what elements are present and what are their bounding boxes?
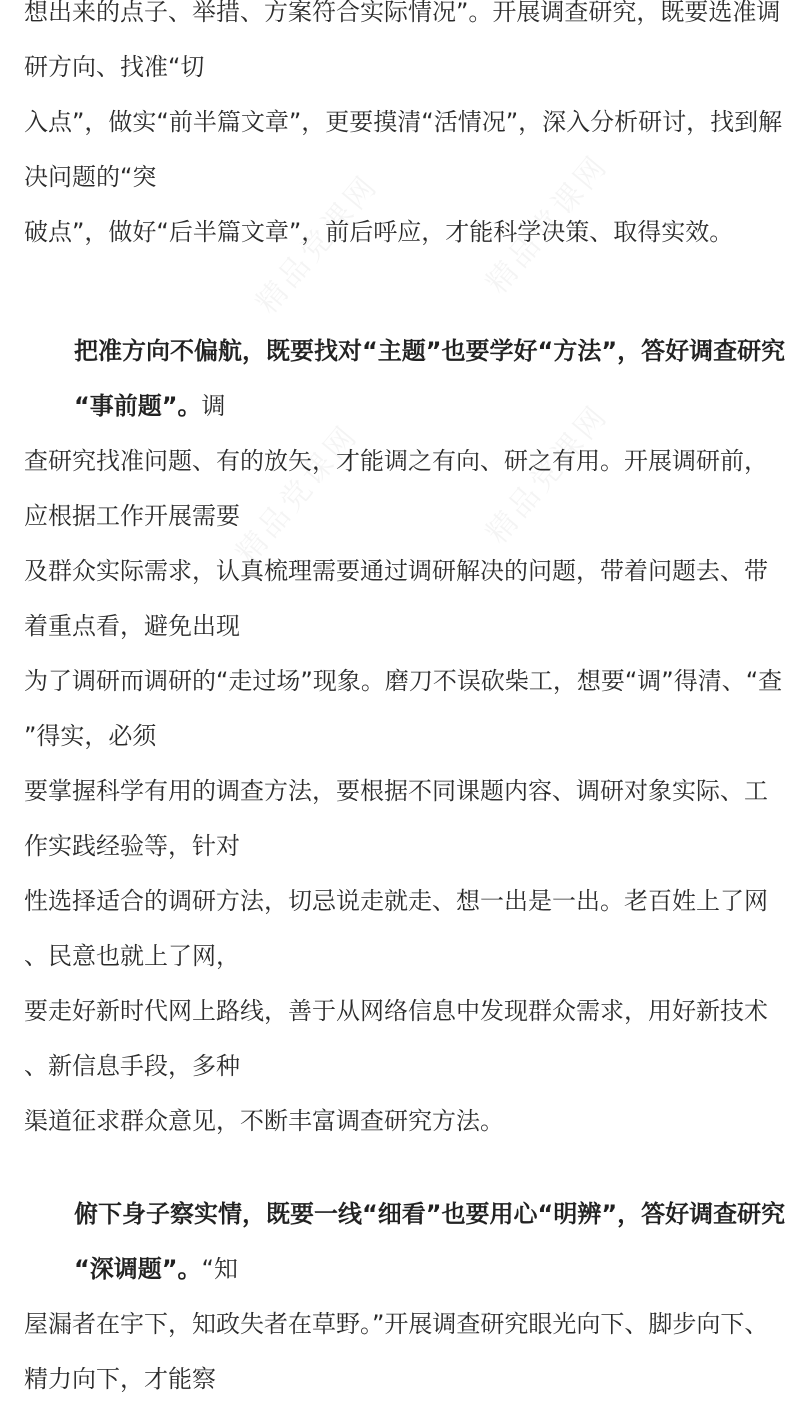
text-line: 渠道征求群众意见，不断丰富调查研究方法。	[24, 1107, 504, 1135]
text-line: 屋漏者在宇下，知政失者在草野。”开展调查研究眼光向下、脚步向下、精力向下，才能察	[24, 1310, 769, 1393]
text-line	[24, 324, 786, 434]
text-line: 想出来的点子、举措、方案符合实际情况”。开展调查研究，既要选准调研方向、找准“切	[24, 0, 781, 81]
text-span: “知	[201, 1255, 238, 1283]
text-line: 性选择适合的调研方法，切忌说走就走、想一出是一出。老百姓上了网、民意也就上了网，	[24, 887, 768, 970]
paragraph-heading: 俯下身子察实情，既要一线“细看”也要用心“明辨”，答好调查研究“深调题”。	[74, 1200, 786, 1283]
paragraph-heading: 把准方向不偏航，既要找对“主题”也要学好“方法”，答好调查研究“事前题”。	[74, 337, 786, 420]
text-line: 为了调研而调研的“走过场”现象。磨刀不误砍柴工，想要“调”得清、“查”得实，必须	[24, 667, 783, 750]
text-line: 及群众实际需求，认真梳理需要通过调研解决的问题，带着问题去、带着重点看，避免出现	[24, 557, 768, 640]
text-line: 破点”，做好“后半篇文章”，前后呼应，才能科学决策、取得实效。	[24, 218, 734, 246]
paragraph-3	[24, 1187, 786, 1407]
text-line: 要掌握科学有用的调查方法，要根据不同课题内容、调研对象实际、工作实践经验等，针对	[24, 777, 768, 860]
text-line: 入点”，做实“前半篇文章”，更要摸清“活情况”，深入分析研讨，找到解决问题的“突	[24, 108, 783, 191]
paragraph-1	[24, 0, 786, 260]
text-line: 查研究找准问题、有的放矢，才能调之有向、研之有用。开展调研前，应根据工作开展需要	[24, 447, 768, 530]
text-line: 要走好新时代网上路线，善于从网络信息中发现群众需求，用好新技术、新信息手段，多种	[24, 997, 768, 1080]
document-body	[24, 0, 786, 1407]
text-line	[24, 1187, 786, 1297]
text-span: 调	[201, 392, 226, 420]
paragraph-2	[24, 324, 786, 1149]
